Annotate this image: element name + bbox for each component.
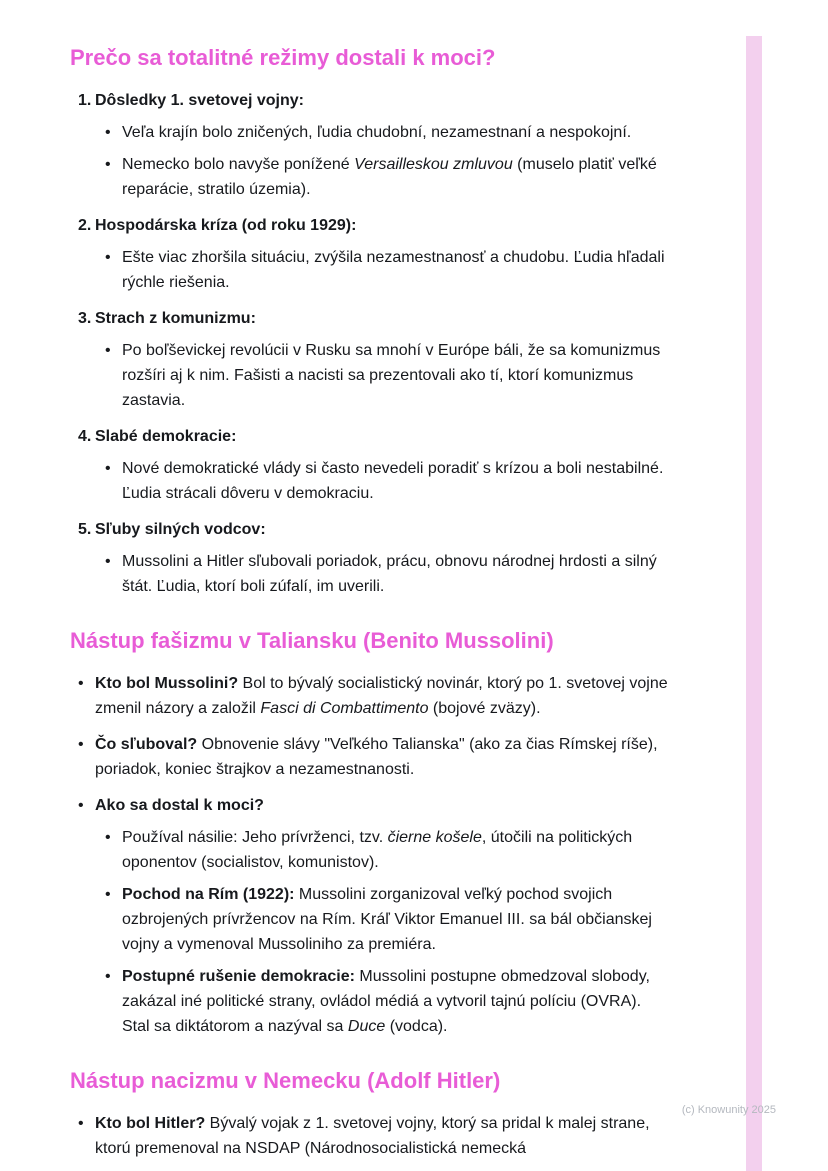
copyright-watermark: (c) Knowunity 2025 — [681, 1104, 776, 1116]
bullet-marker: • — [78, 675, 84, 692]
bullet-marker: • — [105, 886, 111, 903]
numbered-item — [70, 213, 672, 238]
item-number: 3. — [78, 310, 92, 327]
item-text — [95, 213, 356, 238]
text-run: čierne košele — [387, 829, 482, 846]
text-run: Používal násilie: Jeho prívrženci, tzv. — [122, 829, 388, 846]
text-run: Obnovenie slávy "Veľkého Talianska" (ako za čias Rímskej ríše), poriadok, koniec štrajkov a nezamestnanosti. — [95, 736, 658, 778]
item-text — [95, 306, 256, 331]
text-run: , útočili na politických oponentov (socialistov, komunistov). — [122, 829, 633, 871]
bullet-item — [70, 671, 672, 721]
item-text — [95, 424, 236, 449]
item-number: 5. — [78, 521, 92, 538]
item-number: 4. — [78, 428, 92, 445]
text-run: Fasci di Combattimento — [260, 700, 429, 717]
text-run: Nové demokratické vlády si často nevedeli poradiť s krízou a boli nestabilné. Ľudia strácali dôveru v demokraciu. — [122, 460, 664, 502]
item-number: 1. — [78, 92, 92, 109]
bullet-marker: • — [78, 736, 84, 753]
text-run: Pochod na Rím (1922): — [122, 886, 295, 903]
bullet-marker: • — [105, 829, 111, 846]
bullet-marker: • — [105, 124, 111, 141]
bullet-marker: • — [105, 249, 111, 266]
document-content — [70, 44, 672, 1161]
text-run: Ako sa dostal k moci? — [95, 797, 264, 814]
sub-bullet-list — [95, 338, 672, 413]
text-run: Hospodárska kríza (od roku 1929): — [95, 217, 357, 234]
item-text — [95, 517, 266, 542]
bullet-marker: • — [105, 156, 111, 173]
bullet-marker: • — [78, 797, 84, 814]
numbered-item — [70, 517, 672, 542]
text-run: Dôsledky 1. svetovej vojny: — [95, 92, 304, 109]
text-run: Kto bol Mussolini? — [95, 675, 239, 692]
sub-bullet-list — [95, 825, 672, 1039]
numbered-item — [70, 88, 672, 113]
bullet-marker: • — [105, 460, 111, 477]
text-run: Versailleskou zmluvou — [354, 156, 513, 173]
section-heading: Prečo sa totalitné režimy dostali k moci? — [70, 45, 496, 70]
text-run: Mussolini a Hitler sľubovali poriadok, prácu, obnovu národnej hrdosti a silný štát. Ľudia, ktorí boli zúfalí, im uverili. — [122, 553, 657, 595]
numbered-item — [70, 306, 672, 331]
text-run: Bývalý vojak z 1. svetovej vojny, ktorý sa pridal k malej strane, ktorú premenoval na NSDAP (Národnosocialistická nemecká — [95, 1115, 650, 1157]
section-heading: Nástup nacizmu v Nemecku (Adolf Hitler) — [70, 1068, 501, 1093]
bullet-item — [95, 825, 672, 875]
bullet-item — [95, 152, 672, 202]
text-run: (bojové zväzy). — [428, 700, 541, 717]
text-run: Mussolini zorganizoval veľký pochod svojich ozbrojených prívržencov na Rím. Kráľ Viktor Emanuel III. sa bál občianskej vojny a vymenoval Mussoliniho za premiéra. — [122, 886, 652, 953]
bullet-item — [70, 1111, 672, 1161]
item-number: 2. — [78, 217, 92, 234]
sub-bullet-list — [95, 245, 672, 295]
bullet-marker: • — [105, 342, 111, 359]
bullet-item — [95, 549, 672, 599]
bullet-item — [95, 338, 672, 413]
text-run: Veľa krajín bolo zničených, ľudia chudobní, nezamestnaní a nespokojní. — [122, 124, 632, 141]
bullet-marker: • — [78, 1115, 84, 1132]
bullet-item — [95, 245, 672, 295]
text-run: Duce — [347, 1018, 386, 1035]
text-run: Nemecko bolo navyše ponížené — [122, 156, 355, 173]
text-run: Čo sľuboval? — [95, 736, 198, 753]
bullet-marker: • — [105, 553, 111, 570]
bullet-item — [70, 793, 672, 1039]
section-heading: Nástup fašizmu v Taliansku (Benito Mussolini) — [70, 628, 554, 653]
text-run: Ešte viac zhoršila situáciu, zvýšila nezamestnanosť a chudobu. Ľudia hľadali rýchle riešenia. — [122, 249, 665, 291]
text-run: Strach z komunizmu: — [95, 310, 256, 327]
sub-bullet-list — [95, 120, 672, 202]
text-run: Bol to bývalý socialistický novinár, ktorý po 1. svetovej vojne zmenil názory a založil — [95, 675, 668, 717]
text-run: Slabé demokracie: — [95, 428, 237, 445]
bullet-item — [95, 882, 672, 957]
sub-bullet-list — [95, 549, 672, 599]
text-run: Mussolini postupne obmedzoval slobody, zakázal iné politické strany, ovládol médiá a vytvoril tajnú políciu (OVRA). Stal sa diktátorom a nazýval sa — [122, 968, 650, 1035]
text-run: Kto bol Hitler? — [95, 1115, 206, 1132]
bullet-item — [70, 732, 672, 782]
text-run: (vodca). — [385, 1018, 448, 1035]
text-run: (muselo platiť veľké reparácie, stratilo územia). — [122, 156, 657, 198]
bullet-marker: • — [105, 968, 111, 985]
bullet-item — [95, 120, 672, 145]
item-text — [95, 88, 304, 113]
text-run: Sľuby silných vodcov: — [95, 521, 266, 538]
numbered-item — [70, 424, 672, 449]
bullet-item — [95, 456, 672, 506]
bullet-item — [95, 964, 672, 1039]
sub-bullet-list — [95, 456, 672, 506]
text-run: Postupné rušenie demokracie: — [122, 968, 355, 985]
page-accent-stripe — [746, 36, 762, 1171]
text-run: Po boľševickej revolúcii v Rusku sa mnohí v Európe báli, že sa komunizmus rozšíri aj k nim. Fašisti a nacisti sa prezentovali ako tí, ktorí komunizmus zastavia. — [122, 342, 661, 409]
